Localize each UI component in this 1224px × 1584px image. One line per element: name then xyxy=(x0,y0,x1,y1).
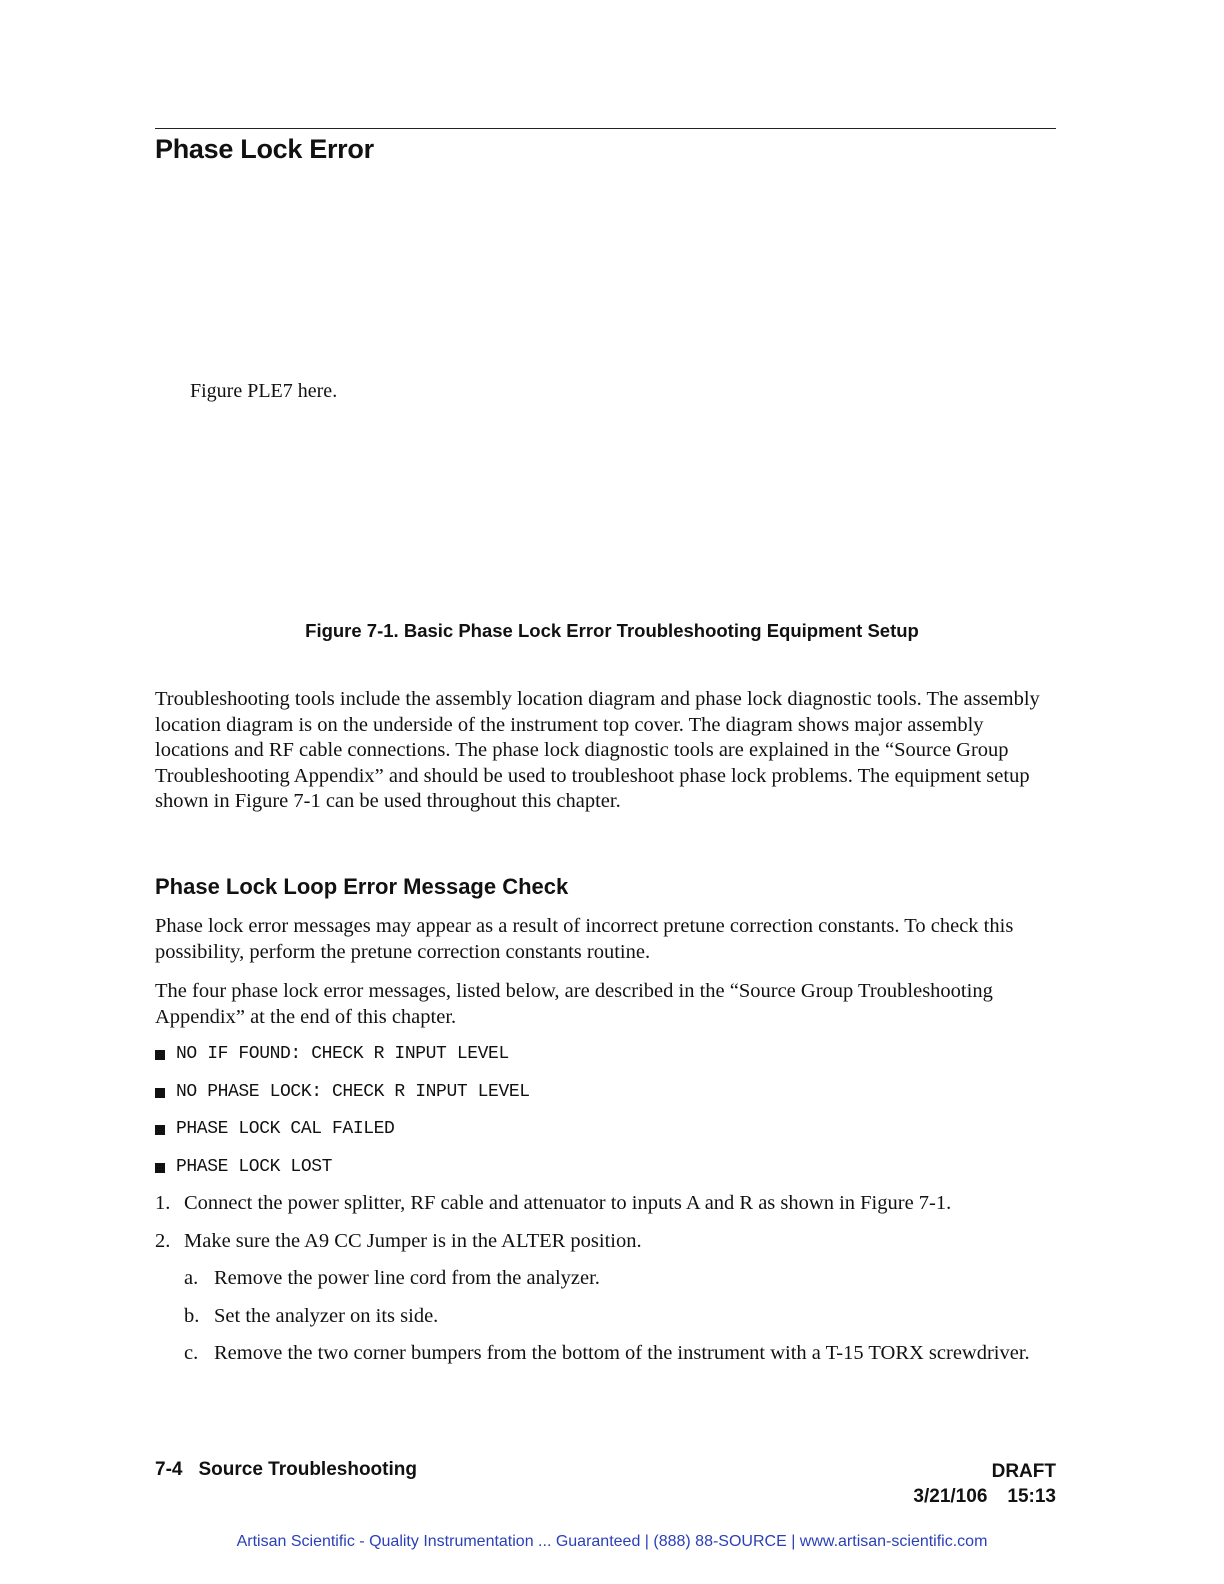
footer-section-title: Source Troubleshooting xyxy=(198,1459,417,1480)
header-rule xyxy=(155,128,1056,129)
bullet-square-icon xyxy=(155,1088,165,1098)
error-message: NO IF FOUND: CHECK R INPUT LEVEL xyxy=(176,1044,509,1064)
vendor-banner: Artisan Scientific - Quality Instrumentation ... Guaranteed | (888) 88-SOURCE | www.artisan-scientific.com xyxy=(236,1533,988,1550)
footer-date: 3/21/106 xyxy=(913,1486,988,1507)
list-item xyxy=(155,1117,1055,1155)
step-item xyxy=(155,1229,1060,1367)
draft-label: DRAFT xyxy=(991,1461,1056,1482)
substep-letter: b. xyxy=(184,1304,200,1327)
section-paragraph-2: The four phase lock error messages, listed below, are described in the “Source Group Troubleshooting Appendix” at the end of this chapter. xyxy=(155,980,993,1028)
footer-right xyxy=(913,1459,1056,1509)
substep-letter: a. xyxy=(184,1267,199,1289)
substep-item xyxy=(184,1304,1060,1330)
bullet-square-icon xyxy=(155,1050,165,1060)
substep-item xyxy=(184,1341,1060,1367)
step-number: 2. xyxy=(155,1229,171,1252)
procedure-steps xyxy=(155,1191,1060,1379)
figure-caption: Figure 7-1. Basic Phase Lock Error Troubleshooting Equipment Setup xyxy=(305,620,919,641)
error-message: NO PHASE LOCK: CHECK R INPUT LEVEL xyxy=(176,1081,530,1102)
intro-paragraph: Troubleshooting tools include the assembly location diagram and phase lock diagnostic tools. The assembly location diagram is on the underside of the instrument top cover. The diagram shows major assembly locations and RF cable connections. The phase lock diagnostic tools are explained in the “Source Group Troubleshooting Appendix” and should be used to troubleshoot phase lock problems. The equipment setup shown in Figure 7-1 can be used throughout this chapter. xyxy=(155,688,1040,812)
error-message-list xyxy=(155,1042,1055,1192)
list-item xyxy=(155,1042,1055,1080)
substep-text: Set the analyzer on its side. xyxy=(214,1304,439,1327)
figure-placeholder: Figure PLE7 here. xyxy=(190,380,338,402)
substep-list xyxy=(184,1266,1060,1367)
substep-item xyxy=(184,1266,1060,1292)
footer-left xyxy=(155,1459,417,1481)
step-number: 1. xyxy=(155,1192,171,1214)
list-item xyxy=(155,1155,1055,1193)
page-number: 7-4 xyxy=(155,1459,183,1480)
error-message: PHASE LOCK CAL FAILED xyxy=(176,1119,395,1140)
footer-time: 15:13 xyxy=(1007,1486,1056,1507)
step-item xyxy=(155,1191,1060,1217)
substep-letter: c. xyxy=(184,1342,199,1364)
substep-text: Remove the two corner bumpers from the bottom of the instrument with a T-15 TORX screwdriver. xyxy=(214,1342,1030,1364)
step-text: Make sure the A9 CC Jumper is in the ALTER position. xyxy=(184,1229,642,1252)
step-text: Connect the power splitter, RF cable and attenuator to inputs A and R as shown in Figure 7-1. xyxy=(184,1192,952,1214)
page-title: Phase Lock Error xyxy=(155,134,374,164)
bullet-square-icon xyxy=(155,1125,165,1135)
section-heading: Phase Lock Loop Error Message Check xyxy=(155,874,569,899)
section-paragraph-1: Phase lock error messages may appear as a result of incorrect pretune correction constants. To check this possibility, perform the pretune correction constants routine. xyxy=(155,915,1014,963)
substep-text: Remove the power line cord from the analyzer. xyxy=(214,1267,600,1289)
list-item xyxy=(155,1080,1055,1118)
error-message: PHASE LOCK LOST xyxy=(176,1156,333,1177)
bullet-square-icon xyxy=(155,1163,165,1173)
